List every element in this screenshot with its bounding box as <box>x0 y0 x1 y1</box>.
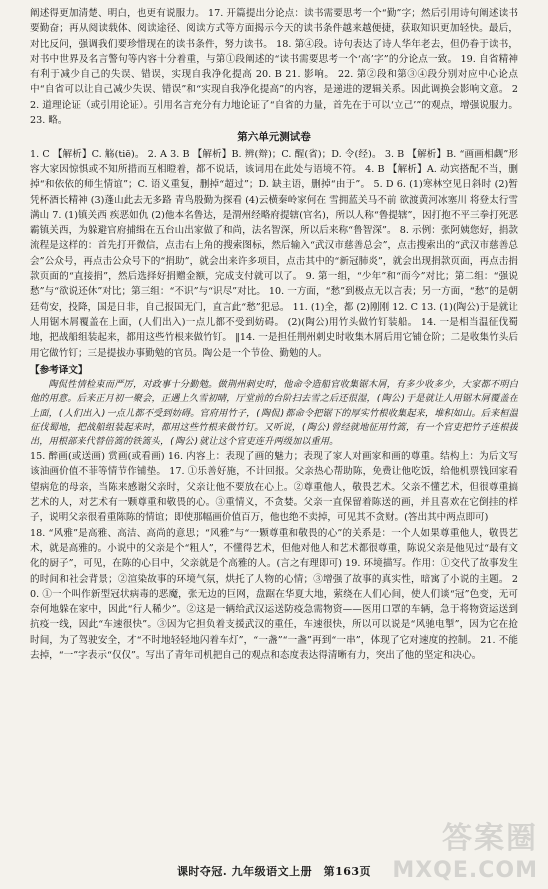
watermark-logo: 答案圈 <box>442 821 538 856</box>
top-paragraph: 阐述得更加清楚、明白，也更有说服力。 17. 开篇提出分论点：读书需要思考一个“勤”字；然后引用诗句阐述读书要勤奋；再从阅读载体、阅读途径、阅读方式等方面揭示今天的读书条件越来越便捷，获取知识更加轻快。最后，对比反问，强调我们要珍惜现在的读书条件，努力读书。 18. 第④段。诗句表达了诗人华年老去，但仍眷于读书，对书中世界及名言警句等内容十分着重，与第①段阐述的“读书需要思考一个‘高’字”的分论点一致。 19. 自省精神有利于减少自己的失误、错误，实现自我净化提高 20. B 21. 影响。 22. 第②段和第③④段分别对应中心论点中“自省可以让自己减少失误、错误”和“实现自我净化提高”的内容，是递进的逻辑关系。因此调换会影响文意。 22. 道理论证（或引用论证）。引用名言充分有力地论证了“自省的力量，首先在于可以‘立己’”的观点，增强说服力。 23. 略。 <box>30 8 518 127</box>
answer-paragraph: 1. C 【解析】C. 觞(tiē)。 2. A 3. B 【解析】B. 辨(辩)；C. 醒(省)；D. 令(经)。 3. B 【解析】B. “画画相觑”形容大家因惊惧或不知所措而互相瞪着，都不说话，该词用在此处与语境不符。 4. B 【解析】A. 动宾搭配不当，删掉“和依依的师生情谊”；C. 语义重复，删掉“超过”；D. 缺主语，删掉“由于”。 5. D 6. (1)寒林空见日斜时 (2)暂凭杯酒长精神 (3)蓬山此去无多路 青鸟殷勤为探看 (4)云横秦岭家何在 雪拥蓝关马不前 欲渡黄河冰塞川 将登太行雪满山 7. (1)镇关西 疾恶如仇 (2)他本名鲁达，是渭州经略府提辖(官名)，所以人称“鲁提辖”，因打抱不平三拳打死恶霸镇关西，为躲避官府捕缉在五台山出家做了和尚，法名智深，所以后来称“鲁智深”。 8. 示例：张阿姨您好，捐款流程是这样的：首先打开微信，点击右上角的搜索图标，然后输入“武汉市慈善总会”，点击搜索出的“武汉市慈善总会”公众号，再点击公众号下的“捐助”，就会出来许多项目，点击其中的“新冠肺炎”，就会出现捐款页面，再点击捐款页面的“直接捐”，然后选择好捐赠金额，完成支付就可以了。 9. 第一组，“少年”和“而今”对比；第二组：“强说愁”与“欲说还休”对比；第三组：“不识”与“识尽”对比。 10. 一方面，“愁”到极点无以言表；另一方面，“愁”的是朝廷苟安，投降，国是日非，自己报国无门，直言此“愁”犯忌。 11. (1)全，都 (2)刚刚 12. C 13. (1)(陶公)于是就让人用锯木屑覆盖在上面，(人们出入)一点儿都不受到妨碍。 (2)(陶公)用竹头做竹钉装船。 14. 一是相当温征伐蜀地，把战船组装起来，都用这些竹根来做竹钉。 ‖14. 一是担任荆州刺史时收集木屑后用它铺仓阶；二是收集竹头后用它做竹钉；三是提拔办事勤勉的官员。陶公是一个节俭、勤勉的人。 <box>30 148 518 359</box>
section-title: 第六单元测试卷 <box>237 131 311 144</box>
reference-translation: 陶侃性情检束而严厉，对政事十分勤勉。做荆州刺史时，他命令造船官收集锯木屑，有多少收多少，大家都不明白他的用意。后来正月初一聚会，正遇上久雪初晴，厅堂前的台阶扫去雪之后还很湿，(陶公)于是就让人用锯木屑覆盖在上面，(人们出入)一点儿都不受到妨碍。官府用竹子，(陶侃)都命令把锯下的厚实竹根收集起来，堆积如山。后来桓温征伐蜀地，把战船组装起来时，都用这些竹根来做竹钉。又听说，(陶公)曾经就地征用竹篙，有一个官吏把竹子连根拔出，用根部来代替倍篙的铁篙头，(陶公)就让这个官吏连升两级加以重用。 <box>30 379 518 447</box>
watermark-site: MXQE.COM <box>392 858 538 883</box>
answer-paragraph-18-21: 18. “风雅”是高雅、高洁、高尚的意思；“风雅”与“一颗尊重和敬畏的心”的关系是：一个人如果尊重他人，敬畏艺术，就是高雅的。小说中的父亲是个“粗人”，不懂得艺术，但他对他人和艺术都很尊重，陈说父亲是他见过“最有文化的厨子”，可见，在陈的心目中，父亲就是个高雅的人。(言之有理即可) 19. 环境描写。作用：①交代了故事发生的时间和社会背景；②渲染故事的环境气氛，烘托了人物的心情；③增强了故事的真实性，暗寓了小说的主题。 20. ①一个叫作新型冠状病毒的恶魔，张无边的巨网，盘踞在华夏大地，萦绕在人们心间，使人们谈“冠”色变，无可奈何地躲在家中，因此“行人稀少”。②这是一辆给武汉运送防疫急需物资——医用口罩的车辆，急于将物资运送到抗疫一线，因此“车速很快”。③因为它担负着支援武汉的重任，车速很快，所以可以说是“风驰电掣”，因为它在抢时间，为了驾驶安全，才“不时地轻轻地闪着车灯”，“一盏”“一盏”再到“一串”，体现了它对速度的控制。 21. 不能去掉，“一”字表示“仅仅”。写出了青年司机把自己的观点和态度表达得清晰有力，突出了他的坚定和决心。 <box>30 527 518 661</box>
reference-translation-title: 【参考译文】 <box>30 364 88 376</box>
page-footer: 课时夺冠. 九年级语文上册 第163页 <box>176 865 372 878</box>
answer-paragraph-15-17: 15. 醉画(或送画) 赏画(或看画) 16. 内容上：表现了画的魅力；表现了家人对画家和画的尊重。结构上：为后文写该油画价值不菲等情节作铺垫。 17. ①乐善好施，不计回报。父亲热心帮助陈，免费让他吃饭，给他机票钱回家看望病危的母亲，当陈来感谢父亲时，父亲让他不要放在心上。②尊重他人，敬畏艺术。父亲不懂艺术，但很尊重搞艺术的人，对艺术有一颗尊重和敬畏的心。③重情义，不贪婪。父亲一直保留着陈送的画，并且喜欢在它倒挂的样子，说明父亲很看重陈陈的情谊；即使那幅画价值百万，他也绝不卖掉，可见其不贪财。(答出其中两点即可) <box>30 451 518 524</box>
page-content <box>30 6 518 849</box>
